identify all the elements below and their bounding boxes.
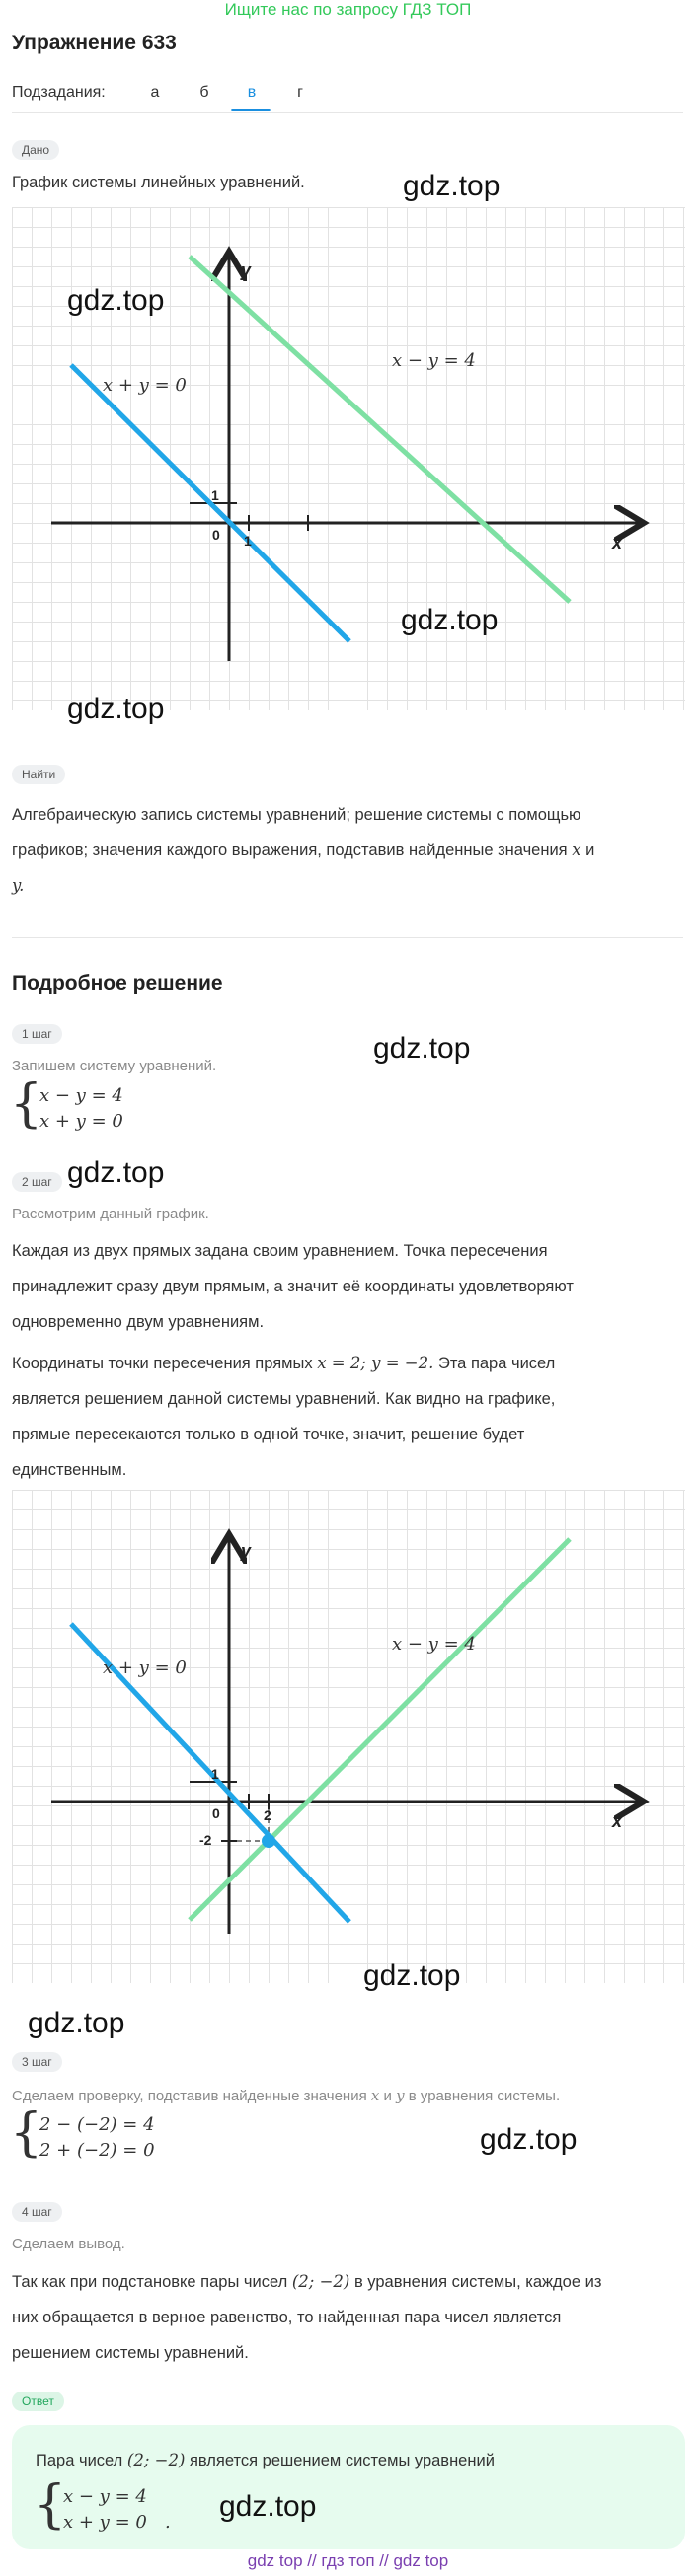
answer-text: Пара чисел (2; −2) является решением системы уравнений — [36, 2451, 495, 2469]
find-badge: Найти — [12, 765, 65, 784]
graph-2 — [12, 1490, 685, 1983]
subtask-tab-a[interactable]: а — [150, 84, 160, 101]
answer-eq1: x − y = 4 — [63, 2486, 147, 2507]
step-2-caption: Рассмотрим данный график. — [12, 1206, 209, 1222]
watermark: gdz.top — [401, 604, 499, 636]
subtask-tab-v[interactable]: в — [247, 84, 257, 101]
answer-eq2: x + y = 0 — [63, 2512, 147, 2533]
graph-1-label-eq2: x + y = 0 — [103, 375, 187, 396]
given-text: График системы линейных уравнений. — [12, 174, 305, 191]
graph-2-origin: 0 — [212, 1805, 220, 1821]
solution-title: Подробное решение — [12, 972, 223, 994]
line-x-minus-y-4 — [190, 257, 570, 602]
step-1-eq2: x + y = 0 — [39, 1111, 123, 1132]
graph-1-origin: 0 — [212, 527, 220, 543]
step-3-eq1: 2 − (−2) = 4 — [39, 2114, 155, 2135]
step-3-badge: 3 шаг — [12, 2052, 62, 2072]
graph-2-svg — [12, 1490, 685, 1983]
intersection-point — [262, 1834, 275, 1848]
answer-badge: Ответ — [12, 2392, 64, 2411]
system-brace: { — [10, 2103, 43, 2163]
subtask-tab-g[interactable]: г — [297, 84, 303, 101]
divider — [12, 937, 683, 938]
given-badge: Дано — [12, 140, 59, 160]
graph-2-label-x: x — [612, 1811, 623, 1831]
watermark: gdz.top — [67, 1156, 165, 1189]
graph-1 — [12, 207, 685, 710]
subtask-tab-b[interactable]: б — [199, 84, 209, 101]
graph-2-label-eq2: x + y = 0 — [103, 1657, 187, 1678]
step-1-badge: 1 шаг — [12, 1024, 62, 1044]
graph-2-label-eq1: x − y = 4 — [392, 1634, 476, 1655]
watermark: gdz.top — [67, 693, 165, 725]
step-3-eq2: 2 + (−2) = 0 — [39, 2140, 155, 2161]
answer-box — [12, 2425, 685, 2549]
search-banner: Ищите нас по запросу ГДЗ ТОП — [224, 0, 472, 19]
divider — [12, 112, 683, 113]
graph-1-svg — [12, 207, 685, 710]
watermark: gdz.top — [28, 2007, 125, 2039]
graph-1-label-x: x — [612, 533, 623, 552]
watermark: gdz.top — [403, 170, 501, 202]
step-4-badge: 4 шаг — [12, 2202, 62, 2222]
watermark: gdz.top — [67, 284, 165, 317]
step-4-caption: Сделаем вывод. — [12, 2236, 125, 2252]
graph-2-tick-m2y: -2 — [199, 1832, 212, 1848]
step-1-eq1: x − y = 4 — [39, 1085, 123, 1106]
find-line-3: y. — [12, 876, 25, 895]
graph-1-tick-1y: 1 — [211, 487, 219, 503]
step-4-paragraph: Так как при подстановке пары чисел (2; −2) в уравнения системы, каждое из них обращается в верное равенство, то найденная пара чисел является решением системы уравнений. — [12, 2272, 602, 2362]
page-title: Упражнение 633 — [12, 32, 177, 54]
find-line-1: Алгебраическую запись системы уравнений; решение системы с помощью — [12, 806, 581, 824]
watermark: gdz.top — [373, 1032, 471, 1065]
graph-1-tick-1x: 1 — [244, 533, 252, 549]
step-3-caption: Сделаем проверку, подставив найденные значения x и y в уравнения системы. — [12, 2087, 561, 2104]
system-brace: { — [34, 2475, 67, 2535]
step-1-caption: Запишем систему уравнений. — [12, 1058, 217, 1074]
line-x-plus-y-0 — [71, 365, 349, 641]
graph-2-tick-1y: 1 — [211, 1766, 219, 1782]
graph-2-label-y: y — [241, 1541, 252, 1561]
step-2-badge: 2 шаг — [12, 1172, 62, 1192]
line-x-minus-y-4 — [190, 1539, 570, 1920]
step-2-paragraph-2: Координаты точки пересечения прямых x = 2; y = −2. Эта пара чисел является решением данной системы уравнений. Как видно на графике, прямые пересекаются только в одной точке, значит, решение будет единственным. — [12, 1354, 556, 1479]
footer-links[interactable]: gdz top // гдз топ // gdz top — [247, 2551, 449, 2570]
active-tab-indicator — [231, 109, 271, 111]
watermark: gdz.top — [363, 1959, 461, 1992]
watermark: gdz.top — [480, 2123, 578, 2156]
step-2-paragraph-1: Каждая из двух прямых задана своим уравнением. Точка пересечения принадлежит сразу двум прямым, а значит её координаты удовлетворяют одновременно двум уравнениям. — [12, 1242, 574, 1331]
system-brace: { — [10, 1074, 43, 1134]
graph-1-label-y: y — [241, 260, 252, 280]
graph-2-tick-2x: 2 — [264, 1807, 271, 1823]
answer-dot: . — [165, 2512, 171, 2533]
find-text — [12, 797, 683, 904]
subtasks-label: Подзадания: — [12, 84, 106, 101]
graph-1-label-eq1: x − y = 4 — [392, 350, 476, 371]
watermark: gdz.top — [219, 2490, 317, 2523]
find-line-2: графиков; значения каждого выражения, подставив найденные значения x и — [12, 841, 595, 859]
